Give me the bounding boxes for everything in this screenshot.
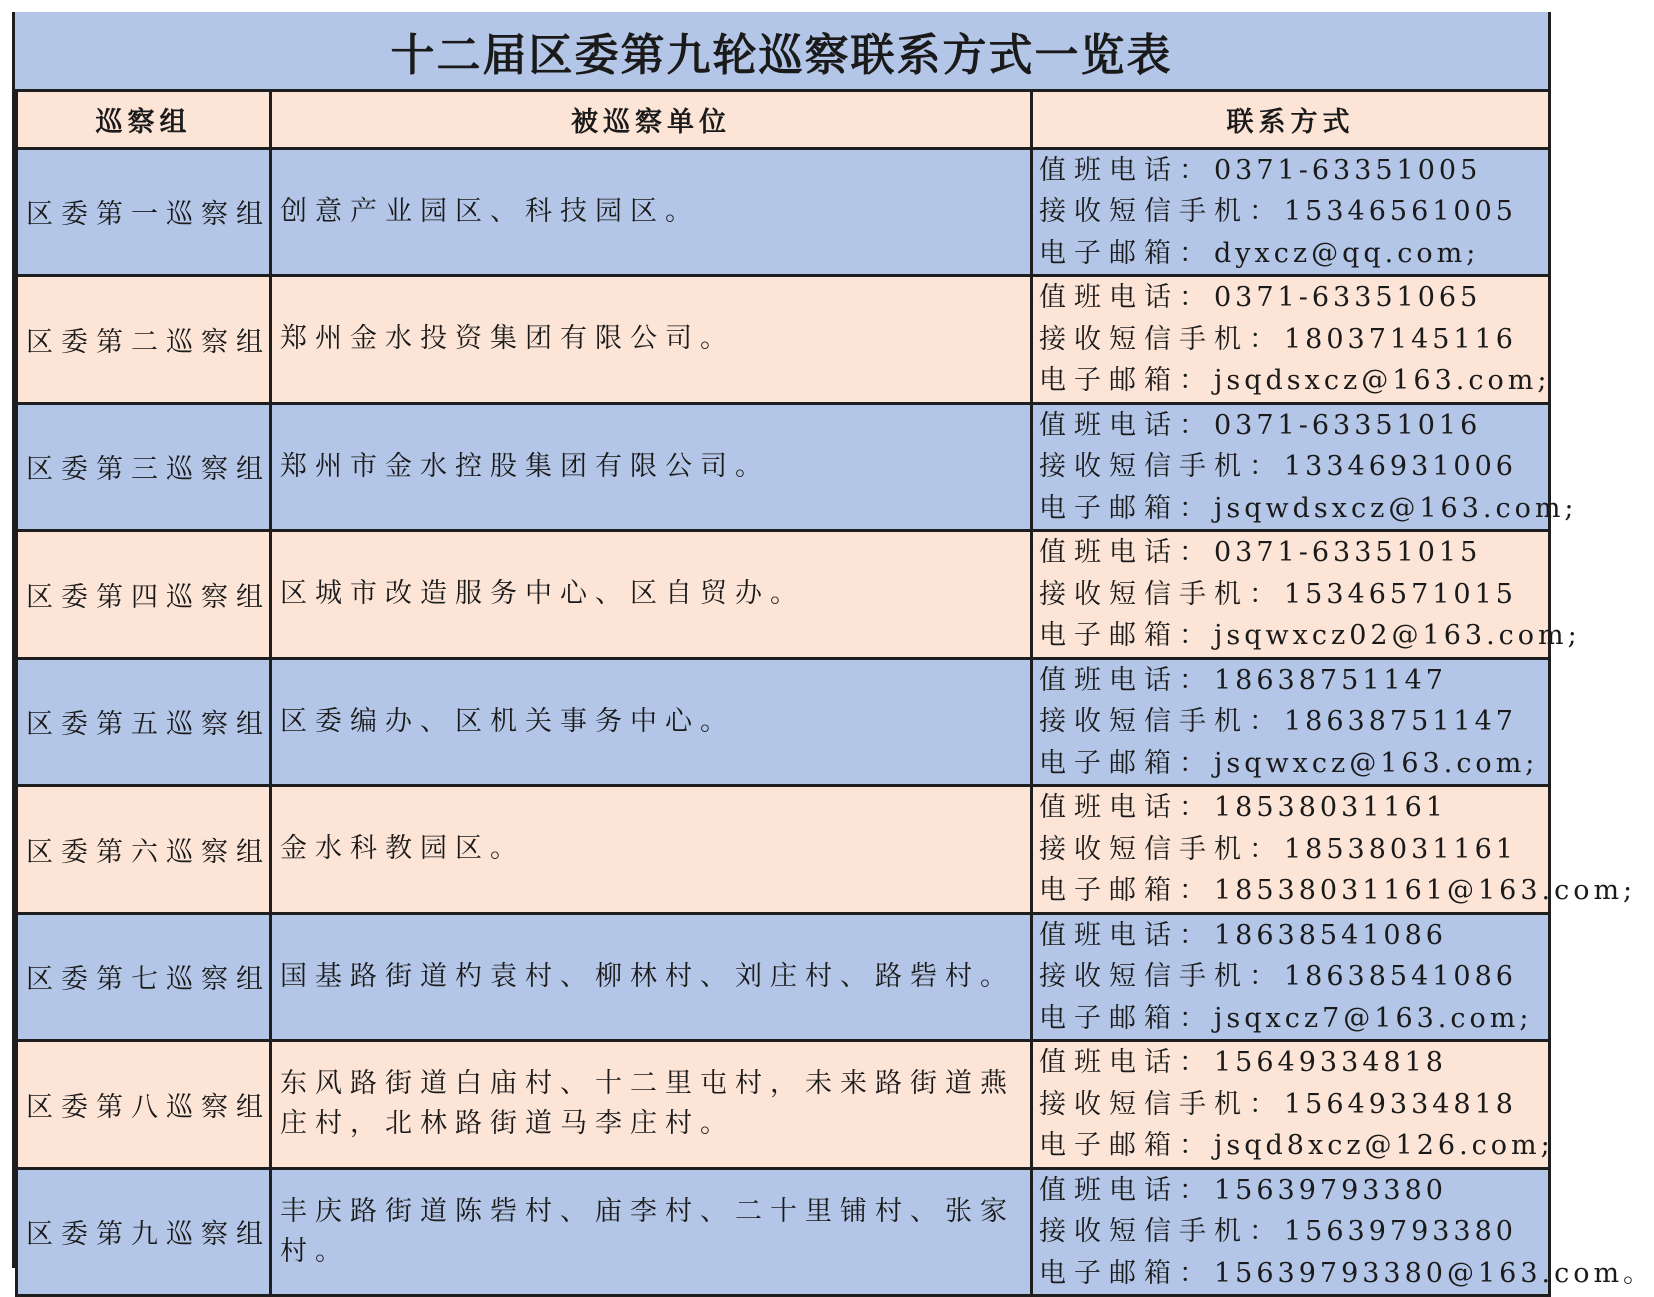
phone-line xyxy=(1039,915,1548,957)
header-group: 巡察组 xyxy=(17,92,271,148)
inspection-group: 区委第七巡察组 xyxy=(26,964,271,996)
phone-line xyxy=(1039,660,1548,702)
inspection-group-cell xyxy=(17,1168,271,1296)
phone-label: 值班电话： xyxy=(1039,282,1214,313)
contact-table xyxy=(15,92,1654,1297)
inspection-group: 区委第五巡察组 xyxy=(26,709,271,741)
phone-value: 0371-63351005 xyxy=(1214,154,1482,186)
sms-line xyxy=(1039,574,1548,616)
email-line xyxy=(1039,1253,1654,1295)
inspection-group-cell xyxy=(17,658,271,786)
inspected-unit-cell xyxy=(271,276,1032,404)
email-value: 15639793380@163.com。 xyxy=(1214,1257,1654,1289)
inspection-group-cell xyxy=(17,531,271,659)
table-row xyxy=(17,403,1550,531)
inspected-unit: 创意产业园区、科技园区。 xyxy=(280,195,700,227)
phone-line xyxy=(1039,277,1548,319)
inspection-group-cell xyxy=(17,1041,271,1169)
sms-value: 15649334818 xyxy=(1284,1088,1517,1120)
sms-label: 接收短信手机： xyxy=(1039,323,1284,355)
inspection-group-cell xyxy=(17,403,271,531)
sms-value: 18638751147 xyxy=(1284,706,1517,737)
header-contact: 联系方式 xyxy=(1032,92,1550,148)
email-value: jsqxcz7@163.com; xyxy=(1214,1002,1533,1034)
phone-value: 0371-63351015 xyxy=(1214,537,1482,568)
email-label: 电子邮箱： xyxy=(1039,620,1214,651)
inspected-unit: 东风路街道白庙村、十二里屯村，未来路街道燕庄村，北林路街道马李庄村。 xyxy=(280,1068,1015,1140)
contact-cell xyxy=(1032,786,1637,914)
inspected-unit: 郑州市金水控股集团有限公司。 xyxy=(280,450,770,482)
phone-value: 18638751147 xyxy=(1214,664,1447,696)
sms-label: 接收短信手机： xyxy=(1039,1088,1284,1120)
contact-cell xyxy=(1032,148,1550,276)
email-value: 18538031161@163.com; xyxy=(1214,875,1637,906)
inspection-group: 区委第一巡察组 xyxy=(26,199,271,231)
phone-label: 值班电话： xyxy=(1039,1047,1214,1078)
email-value: jsqd8xcz@126.com; xyxy=(1214,1130,1554,1161)
contact-cell xyxy=(1032,1168,1654,1296)
contact-cell xyxy=(1032,403,1578,531)
sms-label: 接收短信手机： xyxy=(1039,1216,1284,1247)
email-value: jsqwxcz@163.com; xyxy=(1214,747,1539,779)
email-value: jsqwxcz02@163.com; xyxy=(1214,620,1581,651)
sms-line xyxy=(1039,1084,1548,1126)
sms-line xyxy=(1039,829,1548,871)
sms-label: 接收短信手机： xyxy=(1039,578,1284,610)
email-value: jsqwdsxcz@163.com; xyxy=(1214,492,1578,524)
table-row xyxy=(17,1168,1550,1296)
sms-value: 15346571015 xyxy=(1284,578,1517,610)
sms-value: 18538031161 xyxy=(1284,833,1517,865)
phone-label: 值班电话： xyxy=(1039,664,1214,696)
phone-value: 0371-63351065 xyxy=(1214,282,1482,313)
sms-label: 接收短信手机： xyxy=(1039,961,1284,992)
phone-line xyxy=(1039,532,1548,574)
inspection-group-cell xyxy=(17,148,271,276)
phone-label: 值班电话： xyxy=(1039,919,1214,951)
contact-cell xyxy=(1032,1041,1554,1169)
phone-label: 值班电话： xyxy=(1039,537,1214,568)
email-value: jsqdsxcz@163.com; xyxy=(1214,365,1551,396)
email-label: 电子邮箱： xyxy=(1039,492,1214,524)
sms-value: 18037145116 xyxy=(1284,323,1517,355)
inspected-unit-cell xyxy=(271,403,1032,531)
phone-label: 值班电话： xyxy=(1039,1174,1214,1206)
inspection-group: 区委第二巡察组 xyxy=(26,326,271,358)
header-unit: 被巡察单位 xyxy=(271,92,1032,148)
inspected-unit: 区城市改造服务中心、区自贸办。 xyxy=(280,578,805,610)
contact-cell xyxy=(1032,531,1581,659)
sms-label: 接收短信手机： xyxy=(1039,451,1284,482)
email-label: 电子邮箱： xyxy=(1039,1002,1214,1034)
sms-value: 13346931006 xyxy=(1284,451,1517,482)
inspection-group: 区委第四巡察组 xyxy=(26,581,271,613)
email-line xyxy=(1039,488,1578,530)
inspected-unit-cell xyxy=(271,531,1032,659)
email-line xyxy=(1039,360,1551,402)
email-label: 电子邮箱： xyxy=(1039,1257,1214,1289)
sms-value: 15639793380 xyxy=(1284,1216,1517,1247)
inspection-group: 区委第三巡察组 xyxy=(26,454,271,486)
sms-value: 18638541086 xyxy=(1284,961,1517,992)
inspection-group: 区委第八巡察组 xyxy=(26,1091,271,1123)
sms-line xyxy=(1039,191,1548,233)
phone-line xyxy=(1039,1170,1548,1212)
inspected-unit: 国基路街道杓袁村、柳林村、刘庄村、路砦村。 xyxy=(280,960,1015,992)
inspected-unit-cell xyxy=(271,1168,1032,1296)
inspection-group: 区委第六巡察组 xyxy=(26,836,271,868)
phone-label: 值班电话： xyxy=(1039,792,1214,823)
inspection-group-cell xyxy=(17,276,271,404)
inspected-unit-cell xyxy=(271,148,1032,276)
email-label: 电子邮箱： xyxy=(1039,875,1214,906)
table-row xyxy=(17,1041,1550,1169)
sms-label: 接收短信手机： xyxy=(1039,706,1284,737)
email-label: 电子邮箱： xyxy=(1039,365,1214,396)
inspected-unit: 郑州金水投资集团有限公司。 xyxy=(280,323,735,355)
sms-line xyxy=(1039,956,1548,998)
title-bar xyxy=(15,12,1548,92)
contact-sheet xyxy=(12,12,1654,1289)
phone-line xyxy=(1039,405,1548,447)
contact-cell xyxy=(1032,913,1550,1041)
inspected-unit: 丰庆路街道陈砦村、庙李村、二十里铺村、张家村。 xyxy=(280,1195,1015,1267)
phone-value: 15649334818 xyxy=(1214,1047,1447,1078)
email-line xyxy=(1039,743,1548,785)
sms-line xyxy=(1039,701,1548,743)
email-label: 电子邮箱： xyxy=(1039,747,1214,779)
email-value: dyxcz@qq.com; xyxy=(1214,237,1480,269)
table-row xyxy=(17,913,1550,1041)
table-row xyxy=(17,658,1550,786)
phone-line xyxy=(1039,787,1548,829)
table-row xyxy=(17,148,1550,276)
sms-label: 接收短信手机： xyxy=(1039,833,1284,865)
inspection-group-cell xyxy=(17,913,271,1041)
inspected-unit: 区委编办、区机关事务中心。 xyxy=(280,705,735,737)
email-line xyxy=(1039,998,1548,1040)
phone-line xyxy=(1039,1042,1548,1084)
table-row xyxy=(17,276,1550,404)
page-title: 十二届区委第九轮巡察联系方式一览表 xyxy=(390,29,1173,81)
inspected-unit-cell xyxy=(271,786,1032,914)
phone-value: 18538031161 xyxy=(1214,792,1447,823)
email-line xyxy=(1039,615,1581,657)
phone-line xyxy=(1039,150,1548,192)
table-row xyxy=(17,531,1550,659)
email-label: 电子邮箱： xyxy=(1039,1130,1214,1161)
phone-value: 18638541086 xyxy=(1214,919,1447,951)
sms-line xyxy=(1039,446,1548,488)
email-line xyxy=(1039,1125,1554,1167)
inspected-unit-cell xyxy=(271,1041,1032,1169)
email-label: 电子邮箱： xyxy=(1039,237,1214,269)
phone-label: 值班电话： xyxy=(1039,409,1214,441)
inspection-group-cell xyxy=(17,786,271,914)
email-line xyxy=(1039,233,1548,275)
inspected-unit-cell xyxy=(271,913,1032,1041)
contact-cell xyxy=(1032,276,1550,404)
phone-value: 0371-63351016 xyxy=(1214,409,1482,441)
inspected-unit-cell xyxy=(271,658,1032,786)
email-line xyxy=(1039,870,1637,912)
phone-label: 值班电话： xyxy=(1039,154,1214,186)
table-row xyxy=(17,786,1550,914)
sms-value: 15346561005 xyxy=(1284,196,1517,227)
sms-line xyxy=(1039,319,1548,361)
inspected-unit: 金水科教园区。 xyxy=(280,833,525,865)
sms-line xyxy=(1039,1211,1548,1253)
sms-label: 接收短信手机： xyxy=(1039,196,1284,227)
contact-cell xyxy=(1032,658,1550,786)
table-header-row xyxy=(17,92,1550,148)
phone-value: 15639793380 xyxy=(1214,1174,1447,1206)
inspection-group: 区委第九巡察组 xyxy=(26,1219,271,1251)
